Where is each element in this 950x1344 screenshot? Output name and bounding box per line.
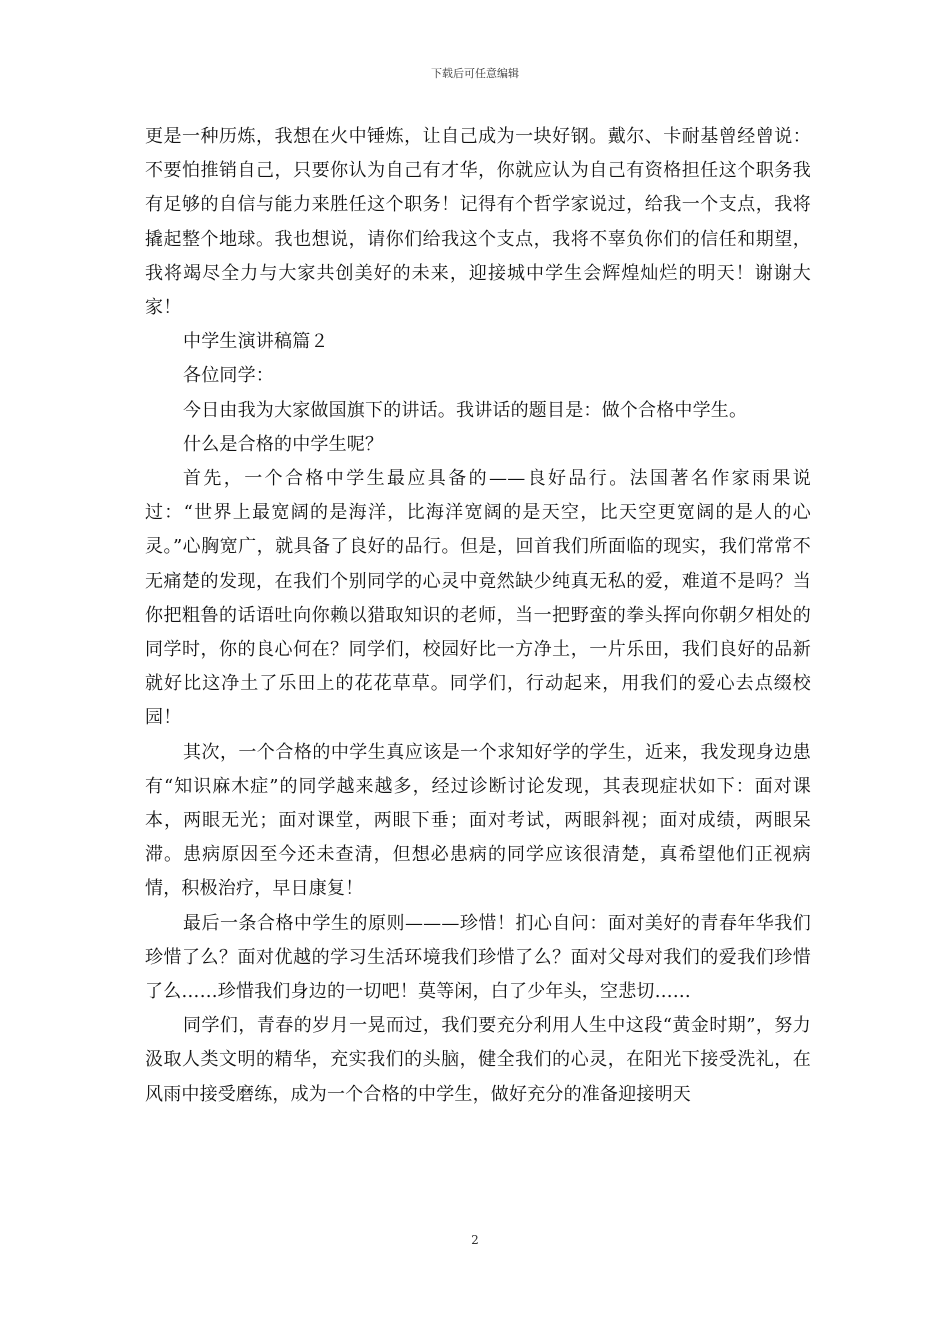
page-number: 2 [471,1233,479,1247]
salutation: 各位同学： [183,365,274,387]
paragraph-intro: 今日由我为大家做国旗下的讲话。我讲话的题目是：做个合格中学生。 [183,399,748,421]
paragraph-conclusion: 同学们，青春的岁月一晃而过，我们要充分利用人生中这段“黄金时期”，努力汲取人类文明的精华，充实我们的头脑，健全我们的心灵，在阳光下接受洗礼，在风雨中接受磨练，成为一个合格的中学生，做好充分的准备迎接明天 [145,1015,811,1105]
paragraph-continuation: 更是一种历炼，我想在火中锤炼，让自己成为一块好钢。戴尔、卡耐基曾经曾说：不要怕推销自己，只要你认为自己有才华，你就应认为自己有资格担任这个职务我有足够的自信与能力来胜任这个职务！记得有个哲学家说过，给我一个支点，我将撬起整个地球。我也想说，请你们给我这个支点，我将不辜负你们的信任和期望，我将竭尽全力与大家共创美好的未来，迎接城中学生会辉煌灿烂的明天！谢谢大家！ [145,126,811,319]
page-header: 下载后可任意编辑 [431,67,519,80]
paragraph-question: 什么是合格的中学生呢？ [183,433,384,455]
paragraph-second-point: 其次，一个合格的中学生真应该是一个求知好学的学生，近来，我发现身边患有“知识麻木症”的同学越来越多，经过诊断讨论发现，其表现症状如下：面对课本，两眼无光；面对课堂，两眼下垂；面对考试，两眼斜视；面对成绩，两眼呆滞。患病原因至今还未查清，但想必患病的同学应该很清楚，真希望他们正视病情，积极治疗，早日康复！ [145,741,811,900]
paragraph-first-point: 首先，一个合格中学生最应具备的——良好品行。法国著名作家雨果说过：“世界上最宽阔的是海洋，比海洋宽阔的是天空，比天空更宽阔的是人的心灵。”心胸宽广，就具备了良好的品行。但是，回首我们所面临的现实，我们常常不无痛楚的发现，在我们个别同学的心灵中竟然缺少纯真无私的爱，难道不是吗？当你把粗鲁的话语吐向你赖以猎取知识的老师，当一把野蛮的拳头挥向你朝夕相处的同学时，你的良心何在？同学们，校园好比一方净土，一片乐田，我们良好的品新就好比这净土了乐田上的花花草草。同学们，行动起来，用我们的爱心去点缀校园！ [145,468,811,729]
section-title: 中学生演讲稿篇２ [183,331,329,353]
paragraph-third-point: 最后一条合格中学生的原则———珍惜！扪心自问：面对美好的青春年华我们珍惜了么？面对优越的学习生活环境我们珍惜了么？面对父母对我们的爱我们珍惜了么……珍惜我们身边的一切吧！莫等闲，白了少年头，空悲切…… [145,912,811,1003]
document-body [145,120,811,1112]
